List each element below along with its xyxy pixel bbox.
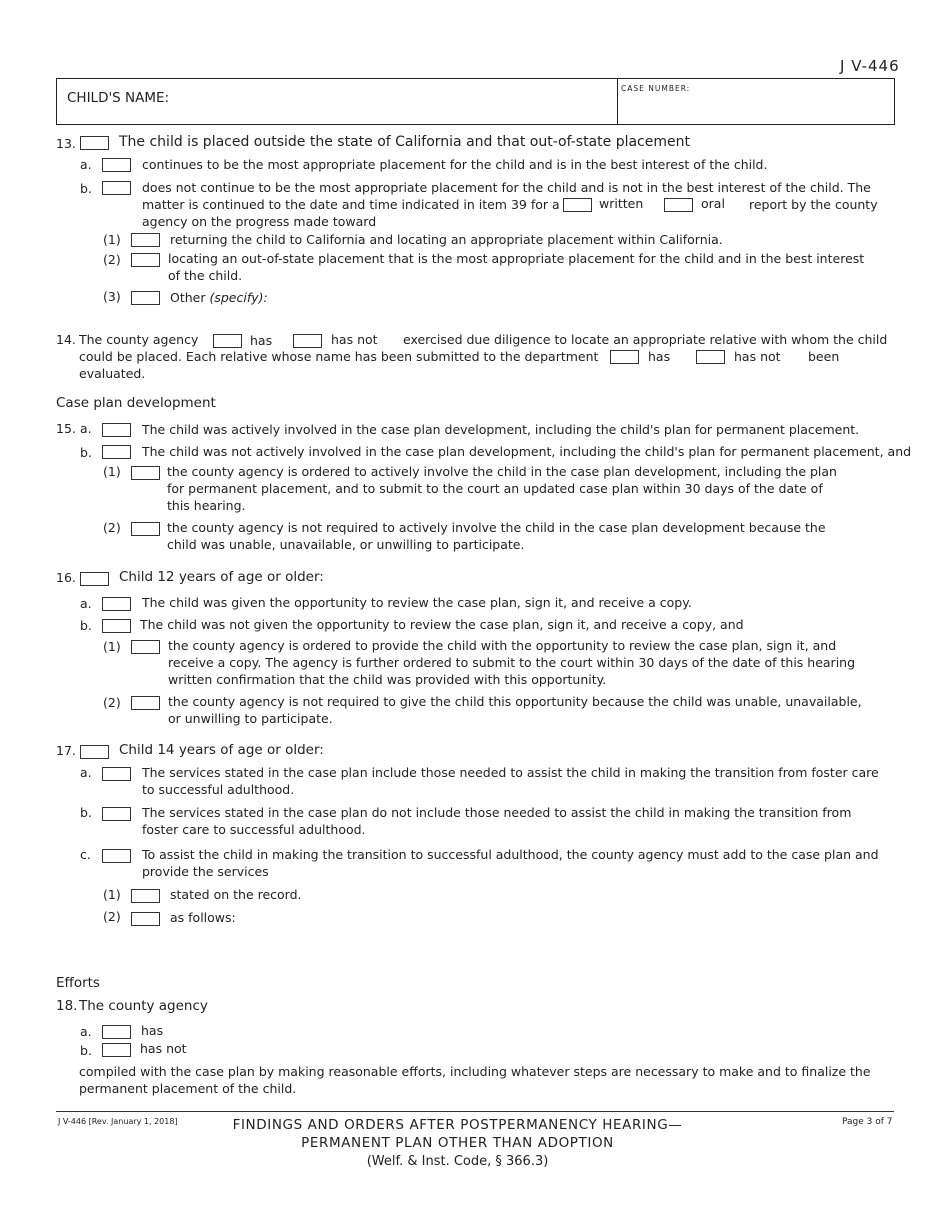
- item-18a-label: a.: [80, 1024, 92, 1039]
- written-checkbox[interactable]: [563, 198, 592, 212]
- header-divider: [617, 79, 618, 124]
- item-15b-label: b.: [80, 445, 92, 460]
- item-18a-checkbox[interactable]: [102, 1025, 131, 1039]
- item-13b1-label: (1): [103, 232, 121, 247]
- item-18-text: The county agency: [79, 998, 208, 1014]
- item-16a-checkbox[interactable]: [102, 597, 131, 611]
- item-16b2-label: (2): [103, 695, 121, 710]
- item-17c1-text: stated on the record.: [170, 887, 302, 902]
- item-13-checkbox[interactable]: [80, 136, 109, 150]
- item-14-has2-checkbox[interactable]: [610, 350, 639, 364]
- written-label: written: [599, 196, 644, 211]
- item-14-line3: evaluated.: [79, 366, 146, 381]
- item-15a-text: The child was actively involved in the case plan development, including the child's plan for permanent placement.: [142, 422, 860, 437]
- item-13b1-text: returning the child to California and locating an appropriate placement within California.: [170, 232, 723, 247]
- item-17-checkbox[interactable]: [80, 745, 109, 759]
- oral-checkbox[interactable]: [664, 198, 693, 212]
- other-label: Other: [170, 290, 206, 305]
- item-17-as-follows-field[interactable]: [240, 906, 880, 956]
- item-13b3-label: (3): [103, 289, 121, 304]
- item-15a-label: a.: [80, 421, 92, 436]
- efforts-heading: Efforts: [56, 975, 100, 991]
- childs-name-label: CHILD'S NAME:: [67, 90, 170, 106]
- item-13b3-text: [170, 290, 268, 305]
- item-13-number: 13.: [56, 136, 76, 151]
- item-15b2-text: the county agency is not required to actively involve the child in the case plan development because the child was unable, unavailable, or unwilling to participate.: [167, 520, 826, 552]
- case-number-field[interactable]: [620, 92, 890, 120]
- item-15b1-label: (1): [103, 464, 121, 479]
- item-17a-label: a.: [80, 765, 92, 780]
- item-14-has-checkbox[interactable]: [213, 334, 242, 348]
- item-13b2-label: (2): [103, 252, 121, 267]
- item-13a-label: a.: [80, 157, 92, 172]
- item-16b1-label: (1): [103, 639, 121, 654]
- item-16-checkbox[interactable]: [80, 572, 109, 586]
- item-17-text: Child 14 years of age or older:: [119, 742, 324, 758]
- item-17c-label: c.: [80, 847, 91, 862]
- item-14-text-start: The county agency: [79, 332, 199, 347]
- item-17-number: 17.: [56, 743, 76, 758]
- item-15-number: 15.: [56, 421, 76, 436]
- item-18a-text: has: [141, 1023, 164, 1038]
- item-14-has-not-label: has not: [331, 332, 378, 347]
- oral-label: oral: [701, 196, 725, 211]
- item-13a-text: continues to be the most appropriate placement for the child and is in the best interest of the child.: [142, 157, 768, 172]
- item-15b1-text: the county agency is ordered to actively involve the child in the case plan development, including the plan for permanent placement, and to submit to the court an updated case plan within 30 days of the date of this hearing.: [167, 464, 837, 513]
- item-13b-text-line2: matter is continued to the date and time indicated in item 39 for a: [142, 197, 560, 212]
- item-14-line2: could be placed. Each relative whose name has been submitted to the department: [79, 349, 599, 364]
- item-13-other-field[interactable]: [270, 286, 870, 306]
- item-18b-checkbox[interactable]: [102, 1043, 131, 1057]
- item-13b-label: b.: [80, 181, 92, 196]
- item-17c2-checkbox[interactable]: [131, 912, 160, 926]
- item-13b-checkbox[interactable]: [102, 181, 131, 195]
- item-13b1-checkbox[interactable]: [131, 233, 160, 247]
- item-15b2-label: (2): [103, 520, 121, 535]
- item-16b1-checkbox[interactable]: [131, 640, 160, 654]
- item-14-has2-label: has: [648, 349, 671, 364]
- item-16b-text: The child was not given the opportunity to review the case plan, sign it, and receive a copy, and: [140, 617, 744, 632]
- item-14-been: been: [808, 349, 840, 364]
- footer-title-line2: PERMANENT PLAN OTHER THAN ADOPTION: [301, 1135, 614, 1151]
- item-14-has-not-checkbox[interactable]: [293, 334, 322, 348]
- case-number-label: CASE NUMBER:: [621, 84, 691, 93]
- item-17c2-label: (2): [103, 909, 121, 924]
- item-15a-checkbox[interactable]: [102, 423, 131, 437]
- case-plan-heading: Case plan development: [56, 395, 216, 411]
- footer-rule: [56, 1111, 894, 1112]
- item-17c-text: To assist the child in making the transition to successful adulthood, the county agency must add to the case plan and provide the services: [142, 847, 879, 879]
- item-16b1-text: the county agency is ordered to provide the child with the opportunity to review the case plan, sign it, and receive a copy. The agency is further ordered to submit to the court within 30 days of the date of this hearing written confirmation that the child was provided with this opportunity.: [168, 638, 856, 687]
- footer-page-number: Page 3 of 7: [842, 1117, 893, 1127]
- item-17a-checkbox[interactable]: [102, 767, 131, 781]
- specify-label: (specify):: [209, 290, 268, 305]
- form-id: J V-446: [840, 57, 900, 75]
- item-13b2-checkbox[interactable]: [131, 253, 160, 267]
- item-13b2-text: locating an out-of-state placement that is the most appropriate placement for the child and in the best interest of the child.: [168, 251, 865, 283]
- item-18b-text: has not: [140, 1041, 187, 1056]
- item-17c-checkbox[interactable]: [102, 849, 131, 863]
- item-13b-text-line2-end: report by the county: [749, 197, 878, 212]
- item-13b3-checkbox[interactable]: [131, 291, 160, 305]
- item-16-number: 16.: [56, 570, 76, 585]
- item-13a-checkbox[interactable]: [102, 158, 131, 172]
- item-17b-checkbox[interactable]: [102, 807, 131, 821]
- footer-title-line1: FINDINGS AND ORDERS AFTER POSTPERMANENCY HEARING—: [232, 1117, 683, 1133]
- item-16b2-text: the county agency is not required to give the child this opportunity because the child was unable, unavailable, or unwilling to participate.: [168, 694, 862, 726]
- item-17b-label: b.: [80, 805, 92, 820]
- item-15b1-checkbox[interactable]: [131, 466, 160, 480]
- item-16-text: Child 12 years of age or older:: [119, 569, 324, 585]
- item-14-text-mid: exercised due diligence to locate an appropriate relative with whom the child: [403, 332, 888, 347]
- item-17a-text: The services stated in the case plan include those needed to assist the child in making the transition from foster care to successful adulthood.: [142, 765, 879, 797]
- item-18-number: 18.: [56, 998, 78, 1014]
- item-16b-label: b.: [80, 618, 92, 633]
- item-15b2-checkbox[interactable]: [131, 522, 160, 536]
- item-16a-text: The child was given the opportunity to review the case plan, sign it, and receive a copy.: [142, 595, 692, 610]
- item-13b-text-line3: agency on the progress made toward: [142, 214, 377, 229]
- item-18-tail: compiled with the case plan by making reasonable efforts, including whatever steps are necessary to make and to finalize the permanent placement of the child.: [79, 1064, 871, 1096]
- item-13-text: The child is placed outside the state of California and that out-of-state placement: [119, 134, 690, 150]
- item-17b-text: The services stated in the case plan do not include those needed to assist the child in making the transition from foster care to successful adulthood.: [142, 805, 852, 837]
- footer-code: (Welf. & Inst. Code, § 366.3): [366, 1154, 549, 1169]
- item-14-has-not2-checkbox[interactable]: [696, 350, 725, 364]
- item-14-has-not2-label: has not: [734, 349, 781, 364]
- item-17c1-checkbox[interactable]: [131, 889, 160, 903]
- item-16a-label: a.: [80, 596, 92, 611]
- item-14-has-label: has: [250, 333, 273, 348]
- childs-name-field[interactable]: [170, 82, 610, 120]
- item-16b-checkbox[interactable]: [102, 619, 131, 633]
- item-14-number: 14.: [56, 332, 76, 347]
- item-17c2-text: as follows:: [170, 910, 236, 925]
- item-13b-text-line1: does not continue to be the most appropriate placement for the child and is not in the best interest of the child. The: [142, 180, 871, 195]
- item-15b-text: The child was not actively involved in the case plan development, including the child's plan for permanent placement, and: [142, 444, 912, 459]
- footer-form-rev: J V-446 [Rev. January 1, 2018]: [58, 1117, 178, 1126]
- item-18b-label: b.: [80, 1043, 92, 1058]
- item-17c1-label: (1): [103, 887, 121, 902]
- item-16b2-checkbox[interactable]: [131, 696, 160, 710]
- item-15b-checkbox[interactable]: [102, 445, 131, 459]
